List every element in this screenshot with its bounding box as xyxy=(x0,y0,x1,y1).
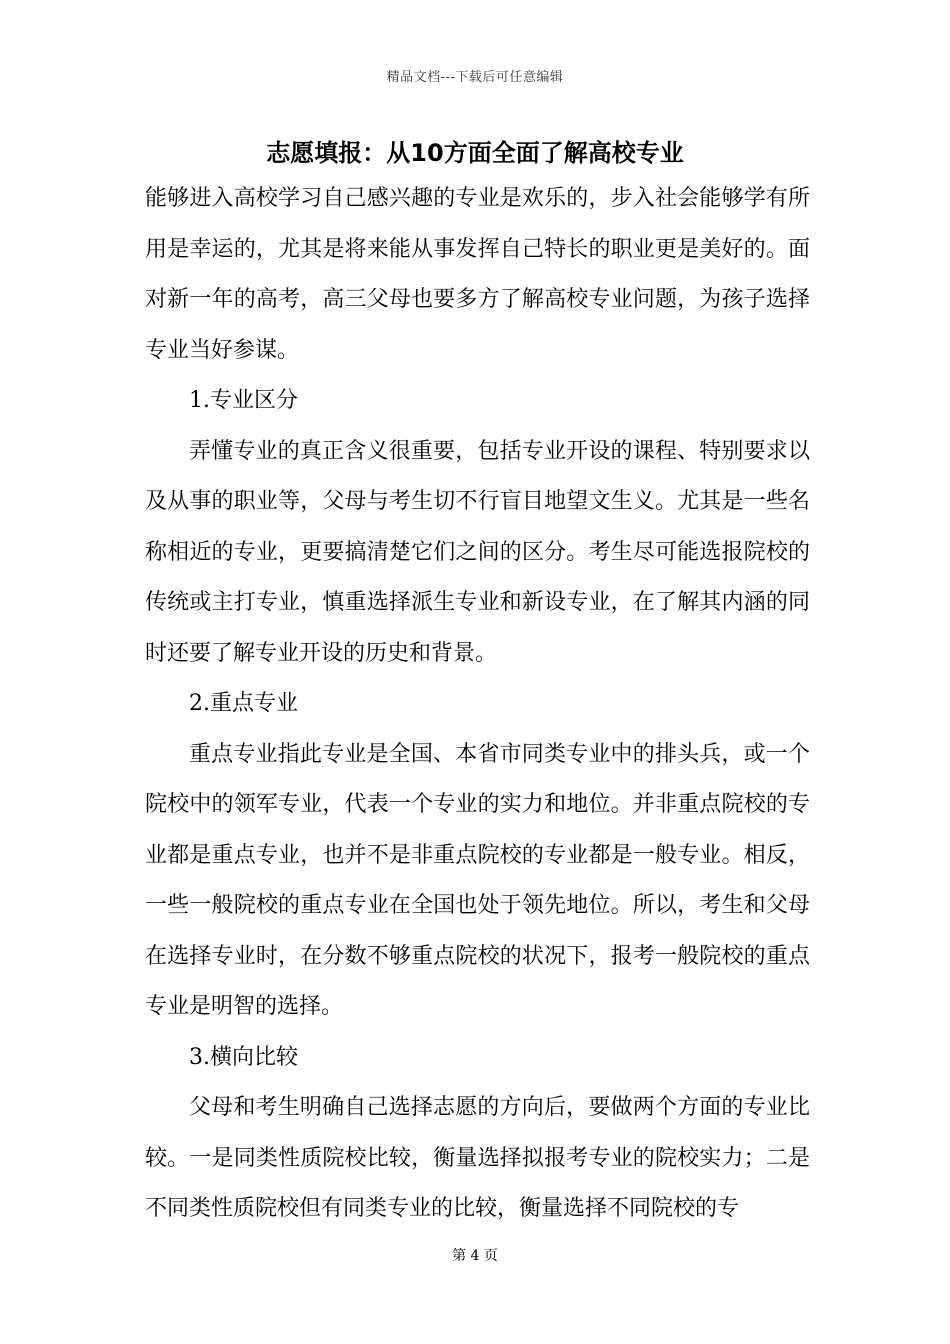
section-heading-1: 1.专业区分 xyxy=(189,388,298,413)
section-heading-3: 3.横向比较 xyxy=(189,1044,298,1070)
intro-paragraph: 能够进入高校学习自己感兴趣的专业是欢乐的，步入社会能够学有所用是幸运的，尤其是将来能从事发挥自己特长的职业更是美好的。面对新一年的高考，高三父母也要多方了解高校专业问题，为孩子选择专业当好参谋。 xyxy=(145,186,810,363)
section-paragraph-3: 父母和考生明确自己选择志愿的方向后，要做两个方面的专业比较。一是同类性质院校比较，衡量选择拟报考专业的院校实力；二是不同类性质院校但有同类专业的比较，衡量选择不同院校的专 xyxy=(145,1095,810,1221)
section-paragraph-1: 弄懂专业的真正含义很重要，包括专业开设的课程、特别要求以及从事的职业等，父母与考生切不行盲目地望文生义。尤其是一些名称相近的专业，更要搞清楚它们之间的区分。考生尽可能选报院校的传统或主打专业，慎重选择派生专业和新设专业，在了解其内涵的同时还要了解专业开设的历史和背景。 xyxy=(145,438,810,666)
section-paragraph-2: 重点专业指此专业是全国、本省市同类专业中的排头兵，或一个院校中的领军专业，代表一个专业的实力和地位。并非重点院校的专业都是重点专业，也并不是非重点院校的专业都是一般专业。相反，一些一般院校的重点专业在全国也处于领先地位。所以，考生和父母在选择专业时，在分数不够重点院校的状况下，报考一般院校的重点专业是明智的选择。 xyxy=(145,741,810,1019)
document-body xyxy=(145,174,810,1235)
page-number: 第 4 页 xyxy=(452,1248,498,1264)
document-title: 志愿填报：从10方面全面了解高校专业 xyxy=(266,139,684,167)
section-heading-2: 2.重点专业 xyxy=(189,691,298,716)
page-header: 精品文档---下载后可任意编辑 xyxy=(386,70,564,85)
